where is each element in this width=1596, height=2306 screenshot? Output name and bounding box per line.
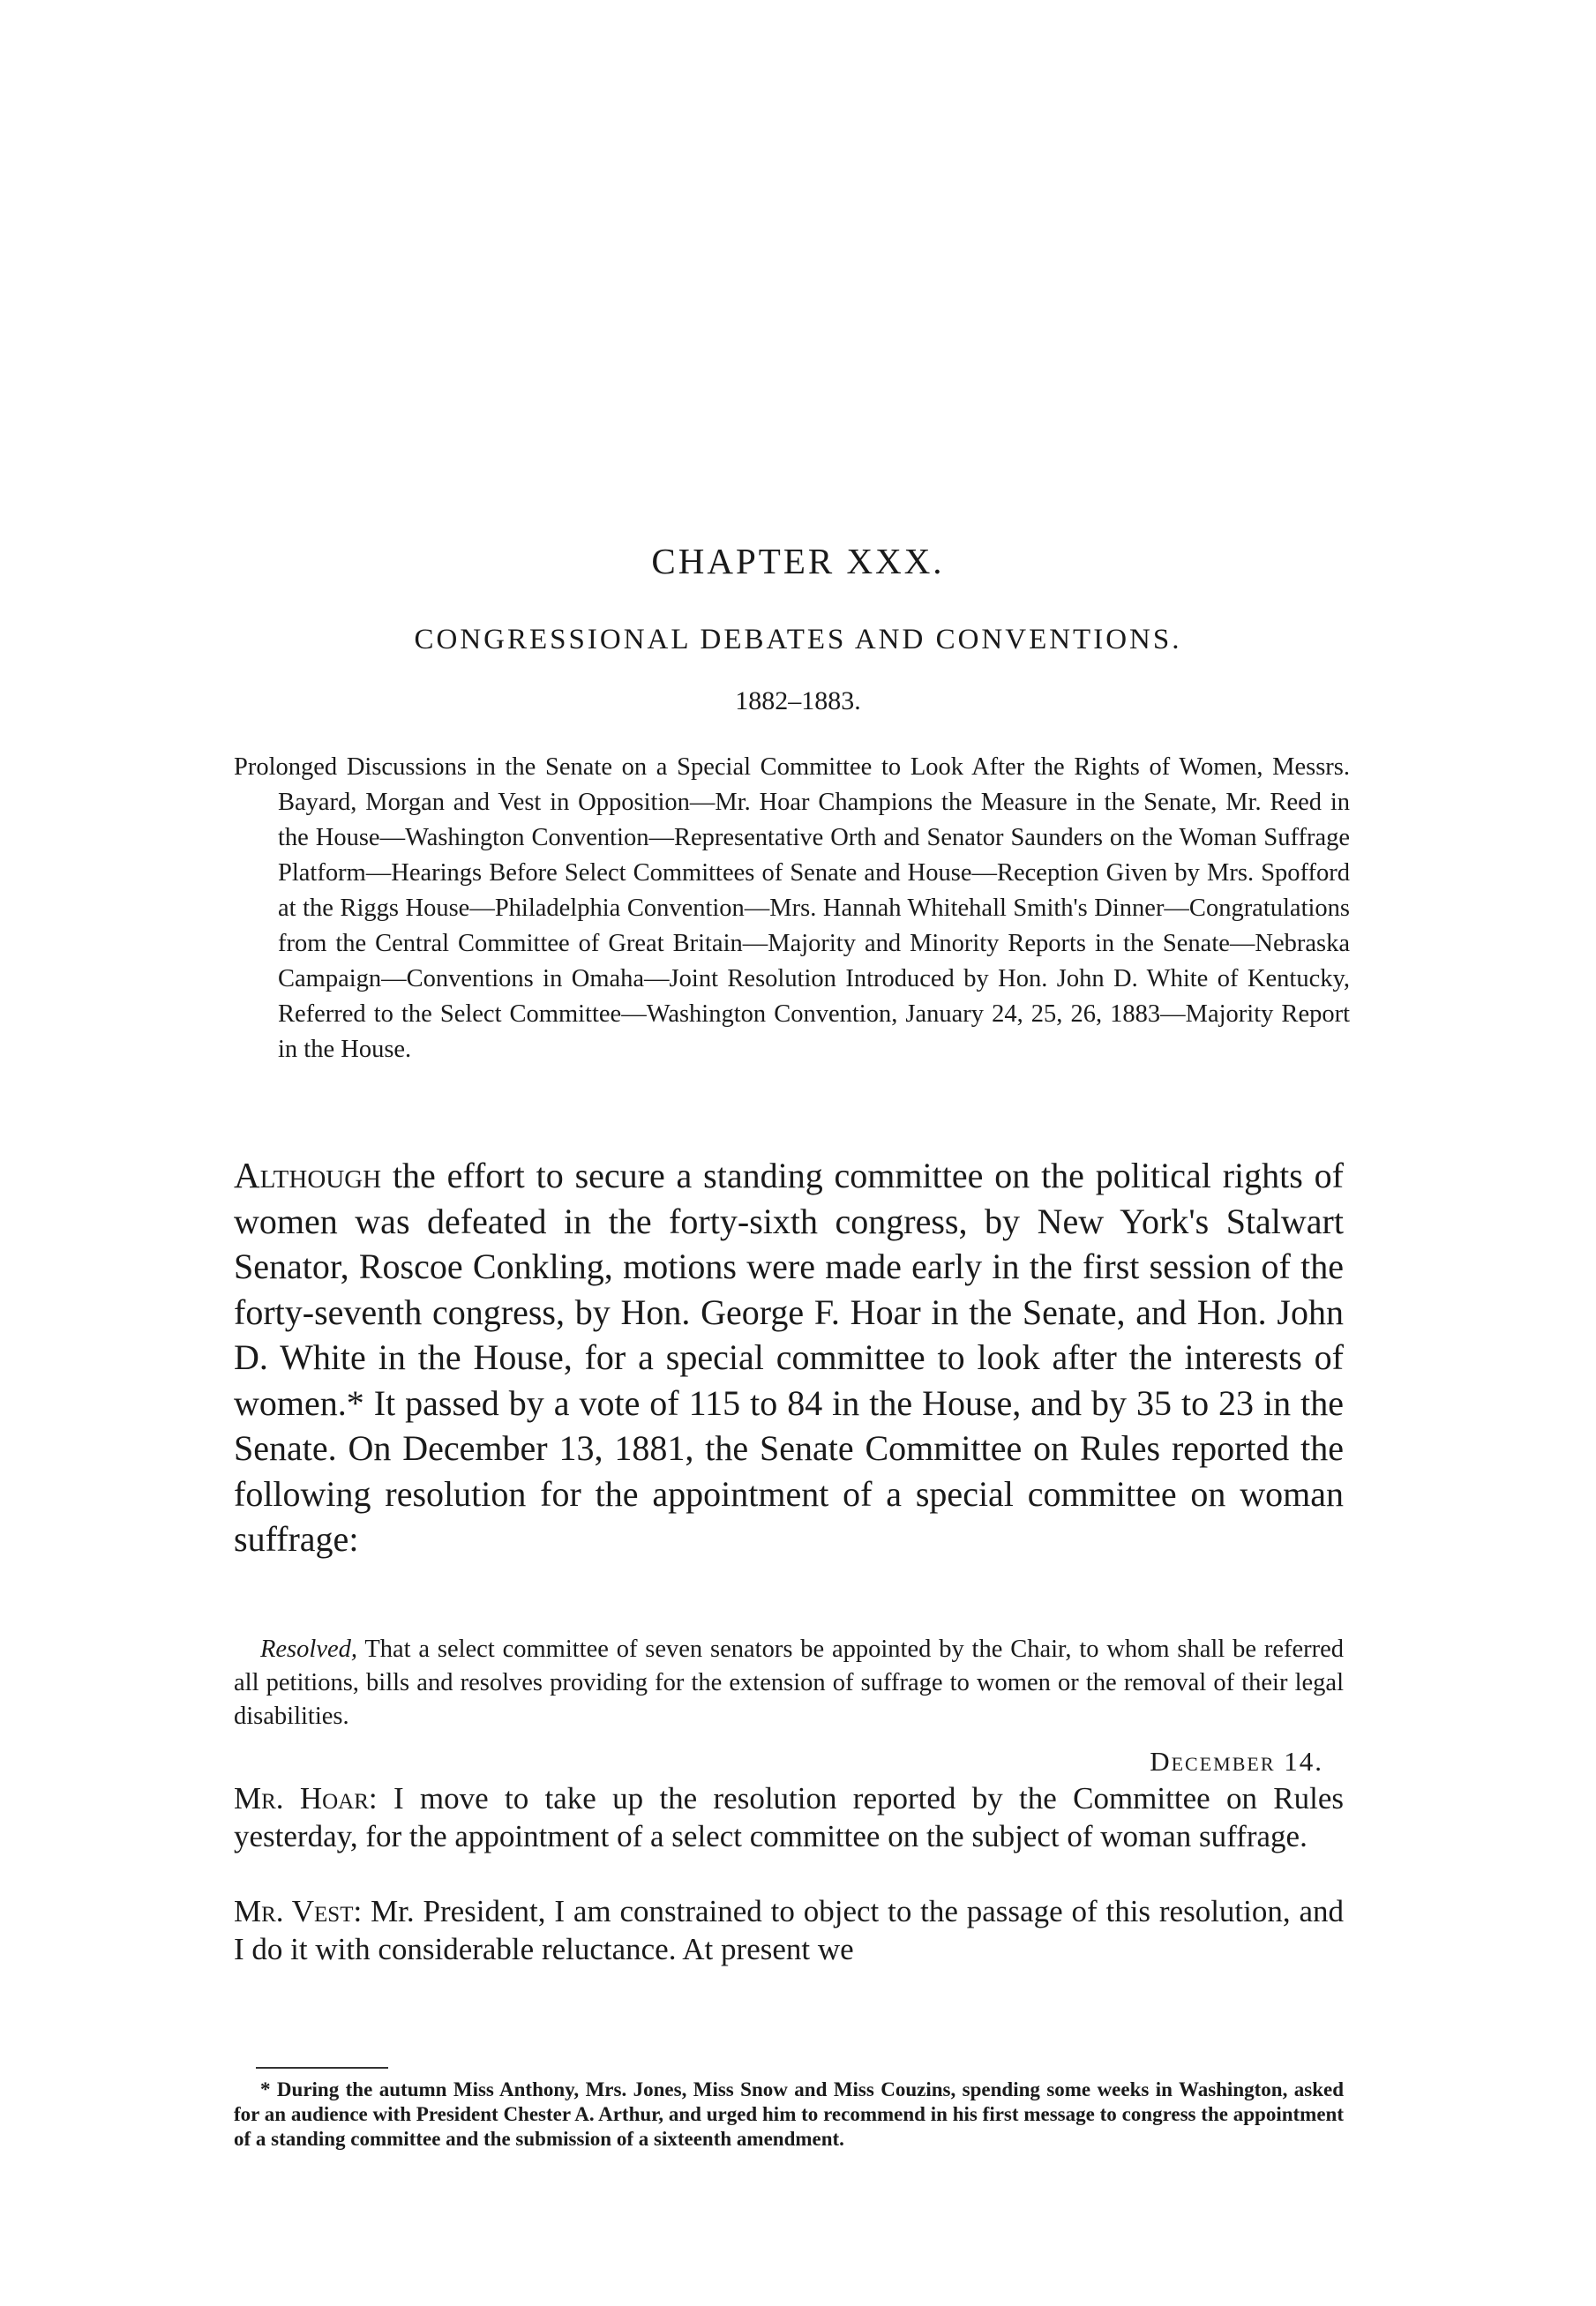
lead-word: Although: [234, 1155, 382, 1195]
chapter-summary: Prolonged Discussions in the Senate on a Special Committee to Look After the Rights of Women, Messrs. Bayard, Morgan and Vest in Opposition—Mr. Hoar Champions the Measure in the Senate, Mr. Reed in the House—Washington Convention—Representative Orth and Senator Saunders on the Woman Suffrage Platform—Hearings Before Select Committees of Senate and House—Reception Given by Mrs. Spofford at the Riggs House—Philadelphia Convention—Mrs. Hannah Whitehall Smith's Dinner—Congratulations from the Central Committee of Great Britain—Majority and Minority Reports in the Senate—Nebraska Campaign—Conventions in Omaha—Joint Resolution Introduced by Hon. John D. White of Kentucky, Referred to the Select Committee—Washington Convention, January 24, 25, 26, 1883—Majority Report in the House.: [234, 753, 1350, 1063]
resolution-text: That a select committee of seven senators be appointed by the Chair, to whom shall be referred all petitions, bills and resolves providing for the extension of suffrage to women or the removal of their legal disabilities.: [234, 1636, 1344, 1730]
speaker-name: Mr. Hoar:: [234, 1781, 378, 1816]
speech-vest: [234, 1892, 1344, 1968]
chapter-title: CHAPTER XXX.: [651, 541, 945, 581]
opening-paragraph: [234, 1153, 1344, 1562]
footnote: * During the autumn Miss Anthony, Mrs. Jones, Miss Snow and Miss Couzins, spending some weeks in Washington, asked for an audience with President Chester A. Arthur, and urged him to recommend in his first message to congress the appointment of a standing committee and the submission of a sixteenth amendment.: [234, 2078, 1344, 2150]
chapter-years: 1882–1883.: [735, 686, 861, 715]
chapter-subtitle: CONGRESSIONAL DEBATES AND CONVENTIONS.: [414, 624, 1182, 655]
speech-text: Mr. President, I am constrained to object to the passage of this resolution, and I do it with considerable reluctance. At present we: [234, 1894, 1344, 1966]
speaker-name: Mr. Vest:: [234, 1894, 363, 1928]
speech-hoar: [234, 1779, 1344, 1855]
resolution-label: Resolved,: [260, 1636, 357, 1663]
opening-paragraph-text: the effort to secure a standing committee on the political rights of women was defeated in the forty-sixth congress, by New York's Stalwart Senator, Roscoe Conkling, motions were made early in the first session of the forty-seventh congress, by Hon. George F. Hoar in the Senate, and Hon. John D. White in the House, for a special committee to look after the interests of women.* It passed by a vote of 115 to 84 in the House, and by 35 to 23 in the Senate. On December 13, 1881, the Senate Committee on Rules reported the following resolution for the appointment of a special committee on woman suffrage:: [234, 1156, 1344, 1559]
date-line: December 14.: [1150, 1746, 1323, 1777]
resolution-quote: [234, 1633, 1344, 1733]
speech-text: I move to take up the resolution reported by the Committee on Rules yesterday, for the appointment of a select committee on the subject of woman suffrage.: [234, 1781, 1344, 1853]
footnote-divider: [256, 2067, 388, 2069]
